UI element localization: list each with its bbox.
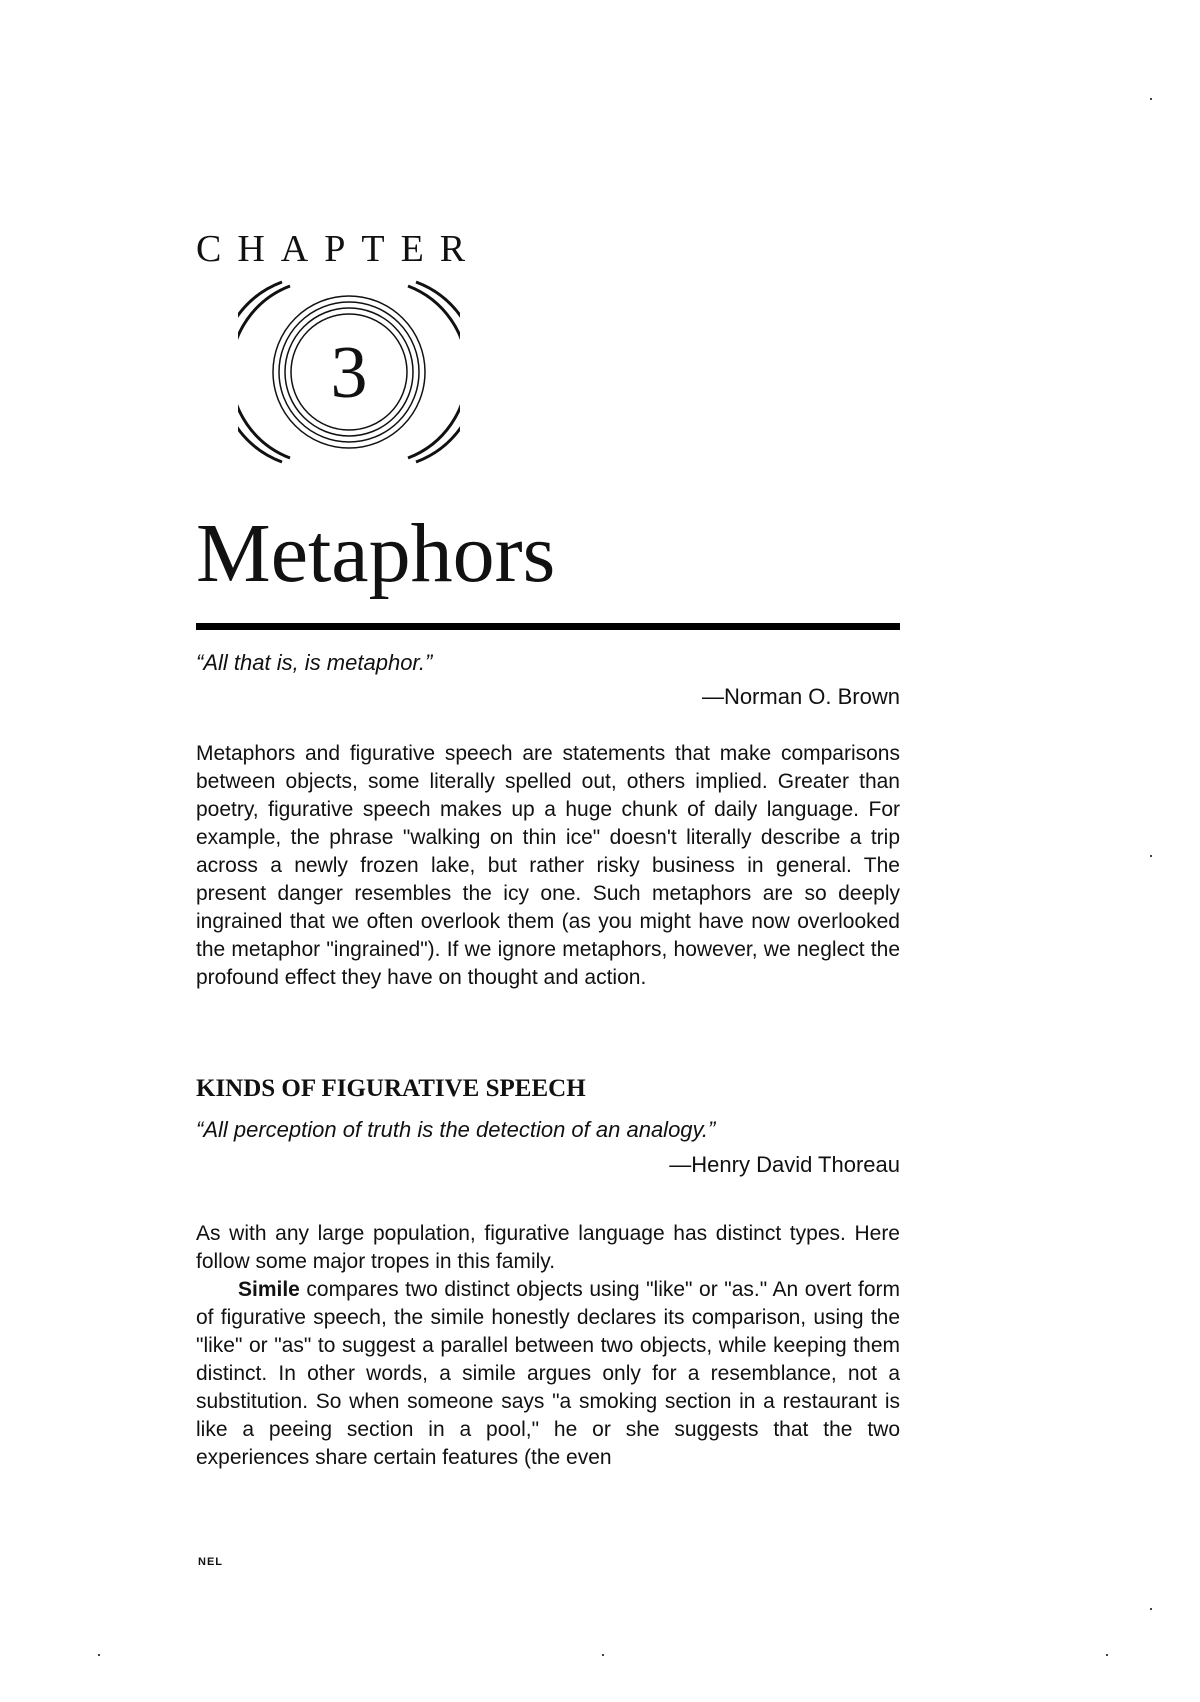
epigraph-quote-1: “All that is, is metaphor.”	[196, 650, 433, 675]
title-rule	[196, 623, 900, 630]
crop-mark	[1150, 1608, 1152, 1610]
simile-term: Simile	[238, 1278, 300, 1301]
epigraph-quote-2: “All perception of truth is the detection of an analogy.”	[196, 1117, 716, 1142]
crop-mark	[1150, 98, 1152, 100]
epigraph-author-2: —Henry David Thoreau	[669, 1152, 900, 1177]
publisher-footer: NEL	[198, 1556, 223, 1568]
simile-text: compares two distinct objects using "like" or "as." An overt form of figurative speech, the simile honestly declares its comparison, using the "like" or "as" to suggest a parallel between two objects, while keeping them distinct. In other words, a simile argues only for a resemblance, not a substitution. So when someone says "a smoking section in a restaurant is like a peeing section in a pool," he or she suggests that the two experiences share certain features (the even	[196, 1278, 900, 1469]
chapter-title: Metaphors	[196, 507, 556, 600]
epigraph-author-1: —Norman O. Brown	[701, 684, 900, 709]
crop-mark	[1106, 1654, 1108, 1656]
chapter-number-emblem	[238, 272, 460, 472]
simile-paragraph	[196, 1276, 900, 1472]
types-paragraph: As with any large population, figurative language has distinct types. Here follow some major tropes in this family.	[196, 1222, 900, 1273]
intro-paragraph: Metaphors and figurative speech are statements that make comparisons between objects, some literally spelled out, others implied. Greater than poetry, figurative speech makes up a huge chunk of daily language. For example, the phrase "walking on thin ice" doesn't literally describe a trip across a newly frozen lake, but rather risky business in general. The present danger resembles the icy one. Such metaphors are so deeply ingrained that we often overlook them (as you might have now overlooked the metaphor "ingrained"). If we ignore metaphors, however, we neglect the profound effect they have on thought and action.	[196, 742, 900, 989]
crop-mark	[1150, 855, 1152, 857]
chapter-number: 3	[330, 332, 368, 414]
chapter-label: CHAPTER	[196, 228, 482, 270]
crop-mark	[98, 1654, 100, 1656]
crop-mark	[602, 1654, 604, 1656]
section-heading: KINDS OF FIGURATIVE SPEECH	[196, 1075, 586, 1102]
